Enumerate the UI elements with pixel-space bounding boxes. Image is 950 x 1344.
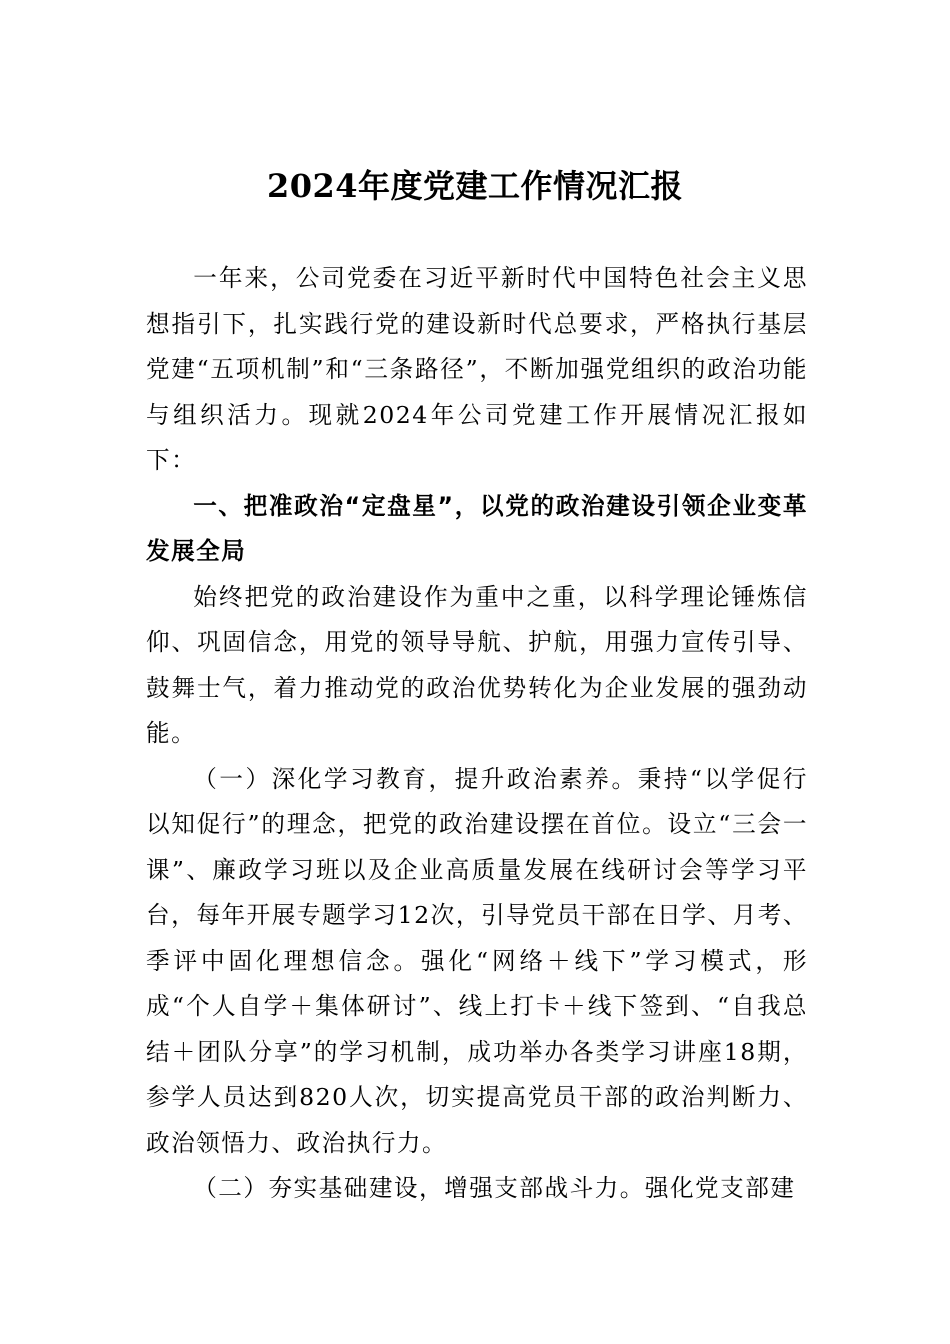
subsection-1-lead: （一）深化学习教育，提升政治素养。 xyxy=(193,764,638,793)
intro-paragraph: 一年来，公司党委在习近平新时代中国特色社会主义思想指引下，扎实践行党的建设新时代总要求，严格执行基层党建“五项机制”和“三条路径”，不断加强党组织的政治功能与组织活力。现就2024年公司党建工作开展情况汇报如下： xyxy=(146,264,808,474)
section-1-summary: 始终把党的政治建设作为重中之重，以科学理论锤炼信仰、巩固信念，用党的领导导航、护航，用强力宣传引导、鼓舞士气，着力推动党的政治优势转化为企业发展的强劲动能。 xyxy=(146,582,808,747)
document-title: 2024年度党建工作情况汇报 xyxy=(266,167,684,205)
subsection-1-text: 秉持“以学促行以知促行”的理念，把党的政治建设摆在首位。设立“三会一课”、廉政学习班以及企业高质量发展在线研讨会等学习平台，每年开展专题学习12次，引导党员干部在日学、月考、季评中固化理想信念。强化“网络＋线下”学习模式，形成“个人自学＋集体研讨”、线上打卡＋线下签到、“自我总结＋团队分享”的学习机制，成功举办各类学习讲座18期，参学人员达到820人次，切实提高党员干部的政治判断力、政治领悟力、政治执行力。 xyxy=(146,764,809,1157)
subsection-1-paragraph xyxy=(146,757,808,1167)
document-body xyxy=(146,256,808,1212)
subsection-2-lead: （二）夯实基础建设，增强支部战斗力。 xyxy=(193,1174,645,1202)
subsection-2-paragraph xyxy=(146,1166,808,1212)
subsection-2-text: 强化党支部建 xyxy=(644,1174,796,1202)
section-1-heading: 一、把准政治“定盘星”，以党的政治建设引领企业变革发展全局 xyxy=(146,491,808,565)
